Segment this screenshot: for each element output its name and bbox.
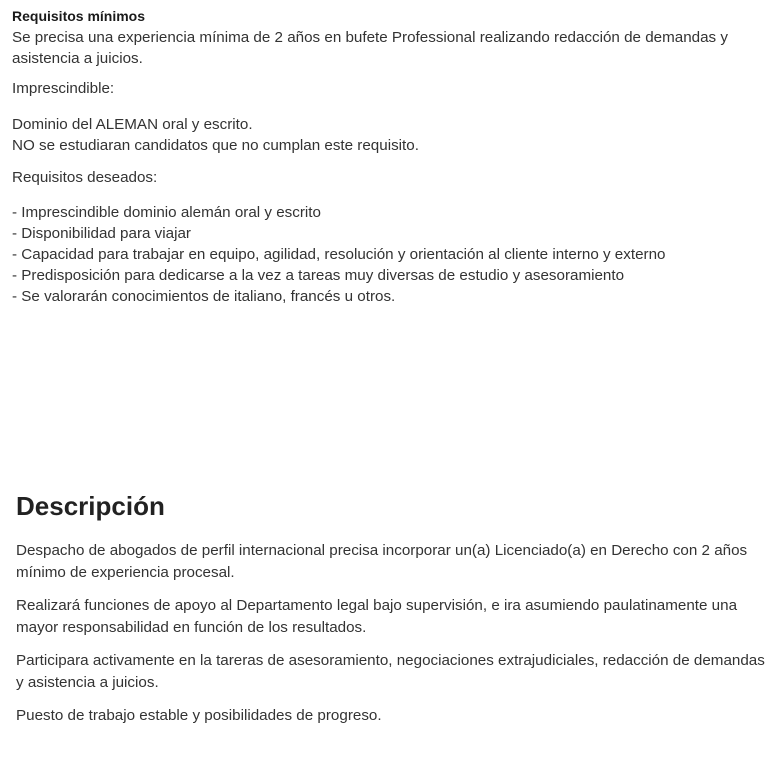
description-paragraph: Puesto de trabajo estable y posibilidades de progreso. (16, 707, 382, 724)
description-paragraph: Realizará funciones de apoyo al Departamento legal bajo supervisión, e ira asumiendo paulatinamente una mayor responsabilidad en función de los resultados. (16, 597, 738, 636)
requirements-section (12, 6, 762, 307)
desired-item: - Disponibilidad para viajar (12, 225, 191, 242)
desired-item: - Se valorarán conocimientos de italiano, francés u otros. (12, 288, 396, 305)
description-paragraph: Despacho de abogados de perfil internacional precisa incorporar un(a) Licenciado(a) en Derecho con 2 años mínimo de experiencia procesal. (16, 542, 748, 581)
requirements-intro: Se precisa una experiencia mínima de 2 años en bufete Professional realizando redacción de demandas y asistencia a juicios. (12, 29, 728, 67)
requirements-title: Requisitos mínimos (12, 8, 146, 24)
desired-requirements-list (12, 202, 762, 307)
essential-line: NO se estudiaran candidatos que no cumplan este requisito. (12, 137, 419, 154)
description-title: Descripción (16, 491, 165, 521)
description-section (16, 487, 776, 738)
essential-requirements (12, 114, 762, 156)
essential-line: Dominio del ALEMAN oral y escrito. (12, 116, 253, 133)
desired-item: - Predisposición para dedicarse a la vez a tareas muy diversas de estudio y asesoramiento (12, 267, 625, 284)
desired-heading: Requisitos deseados: (12, 169, 158, 186)
description-paragraph: Participara activamente en la tareras de asesoramiento, negociaciones extrajudiciales, redacción de demandas y asistencia a juicios. (16, 652, 765, 691)
desired-item: - Imprescindible dominio alemán oral y escrito (12, 204, 321, 221)
essential-heading: Imprescindible: (12, 80, 115, 97)
desired-item: - Capacidad para trabajar en equipo, agilidad, resolución y orientación al cliente interno y externo (12, 246, 666, 263)
